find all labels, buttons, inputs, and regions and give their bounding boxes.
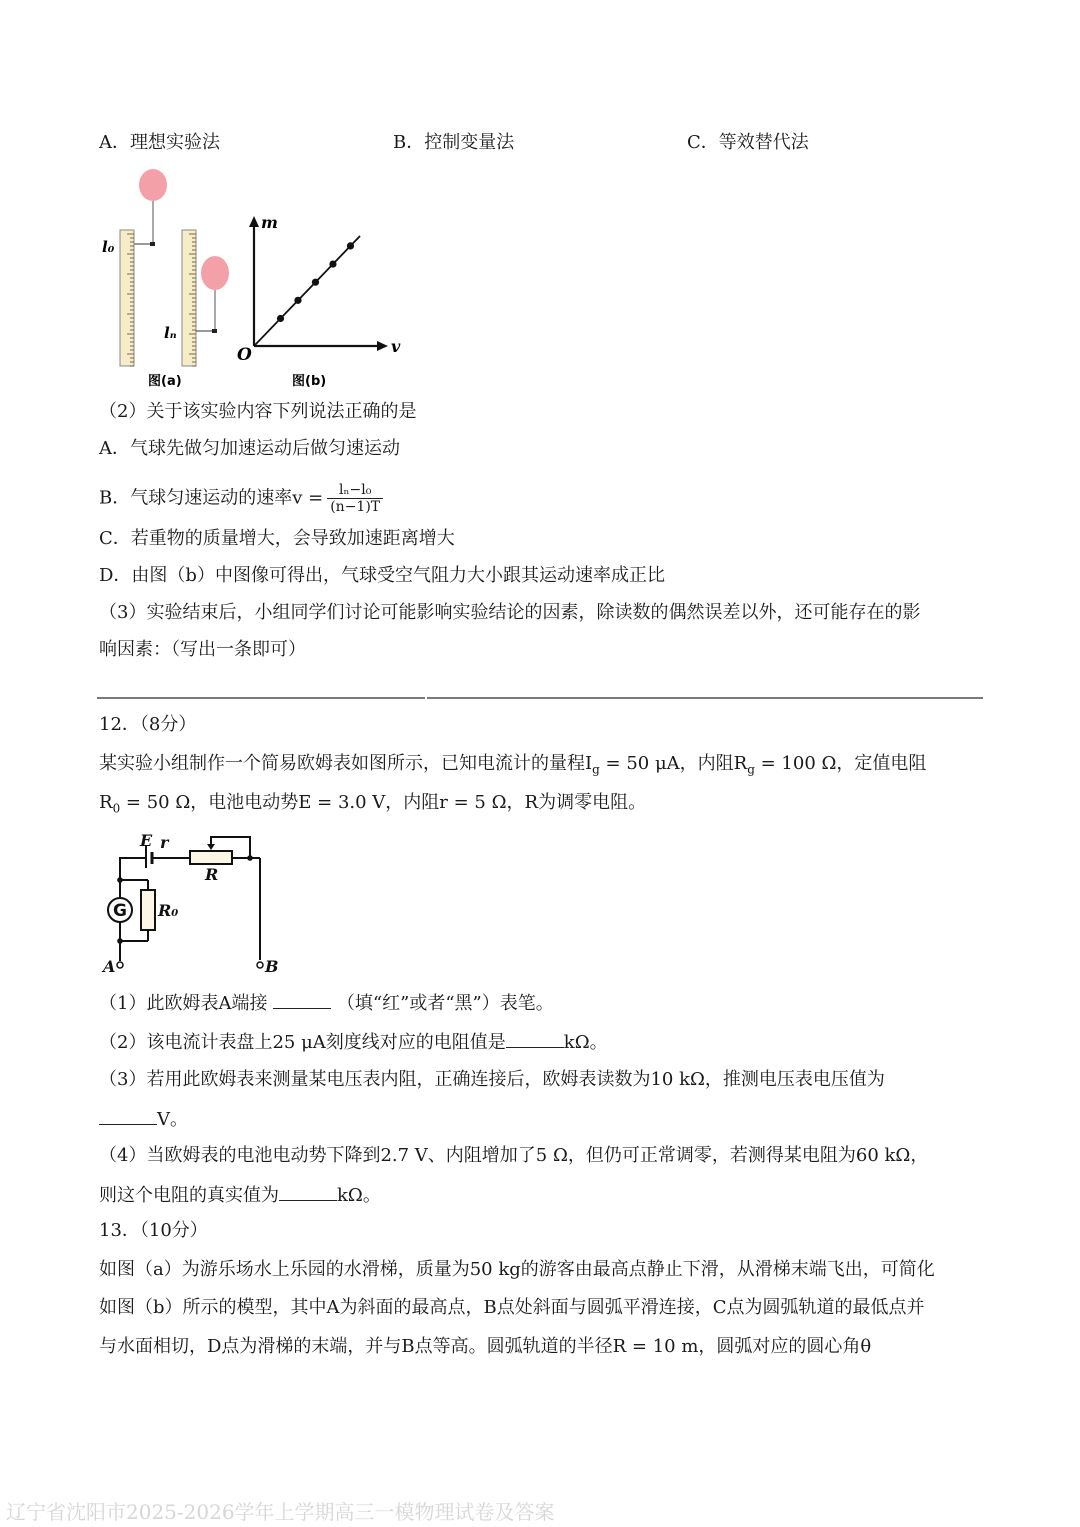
q11-part2-stem: （2）关于该实验内容下列说法正确的是 [99,401,417,422]
data-point [294,297,301,304]
formula-fraction [327,482,383,515]
option-letter: B． [393,132,425,153]
answer-blank[interactable] [506,1029,564,1048]
stem-text: = 50 Ω，电池电动势E = 3.0 V，内阻r = 5 Ω，R为调零电阻。 [120,792,647,813]
label-E: E [140,831,153,850]
answer-blank[interactable] [273,990,331,1009]
subscript: 0 [112,801,121,816]
data-point [347,242,354,249]
option-text: 控制变量法 [424,132,515,153]
stem-text: R [99,792,113,813]
fit-line [254,236,360,346]
q11-option-d-text: D．由图（b）中图像可得出，气球受空气阻力大小跟其运动速率成正比 [99,565,665,586]
balloon-icon [139,169,167,201]
q13-line3: 与水面相切，D点为滑梯的末端，并与B点等高。圆弧轨道的半径R = 10 m，圆弧对应的圆心角θ [99,1336,872,1357]
option-text: 理想实验法 [130,132,220,153]
caption-a: 图(a) [148,374,182,389]
label-ln: lₙ [164,324,177,342]
label-l0: l₀ [102,238,115,256]
stem-text: = 100 Ω，定值电阻 [754,753,927,774]
watermark: 辽宁省沈阳市2025-2026学年上学期高三一模物理试卷及答案 [6,1500,555,1524]
part-text: （1）此欧姆表A端接 [99,993,268,1014]
q11-option-a-text: A．气球先做匀加速运动后做匀速运动 [99,438,400,459]
label-B: B [265,957,279,976]
origin-label: O [237,345,252,365]
q12-header: 12．（8分） [99,714,197,735]
junction-dot [117,877,123,883]
subscript: g [747,762,755,777]
answer-blank[interactable] [99,1106,157,1125]
subscript: g [592,762,600,777]
y-axis-arrow-icon [249,216,259,227]
q13-line2: 如图（b）所示的模型，其中A为斜面的最高点，B点处斜面与圆弧平滑连接，C点为圆弧轨道的最低点并 [99,1297,925,1318]
y-axis-label: m [261,213,278,232]
fraction-numerator: lₙ−l₀ [327,482,383,499]
weight-icon [212,329,217,333]
terminal-A[interactable] [117,962,123,968]
part-text: （2）该电流计表盘上25 μA刻度线对应的电阻值是 [99,1032,506,1053]
ohmmeter-circuit [98,824,288,982]
data-point [312,279,319,286]
q11-option-b [393,131,514,155]
q11-figure [100,160,420,392]
junction-dot [117,938,123,944]
option-letter: A． [99,132,130,153]
q12-part4-line1: （4）当欧姆表的电池电动势下降到2.7 V、内阻增加了5 Ω，但仍可正常调零，若测得某电阻为60 kΩ， [99,1145,929,1166]
figure-a [102,169,229,389]
q12-part4-line2 [99,1182,381,1208]
option-letter: C． [687,132,719,153]
label-R: R [205,865,219,884]
option-b-text: B．气球匀速运动的速率 [99,487,293,509]
weight-icon [150,242,155,246]
part-text: （填“红”或者“黑”）表笔。 [336,993,554,1014]
label-R0: R₀ [158,901,179,920]
q11-part3-line1: （3）实验结束后，小组同学们讨论可能影响实验结论的因素，除读数的偶然误差以外，还可能存在的影 [99,602,921,623]
caption-b: 图(b) [292,374,327,389]
q11-option-a [99,131,220,155]
part-text: 则这个电阻的真实值为 [99,1185,279,1206]
q12-stem-line1 [99,752,926,782]
q13-header: 13．（10分） [99,1220,208,1241]
q11-option-c-text: C．若重物的质量增大，会导致加速距离增大 [99,528,455,549]
stem-text: = 50 μA，内阻R [599,753,748,774]
fraction-denominator: (n−1)T [330,499,381,515]
part-text: kΩ。 [337,1185,381,1206]
slider-arrow-icon [207,844,215,850]
q12-part3-line1: （3）若用此欧姆表来测量某电压表内阻，正确连接后，欧姆表读数为10 kΩ，推测电压表电压值为 [99,1069,885,1090]
q12-part2 [99,1029,608,1055]
data-point [329,260,336,267]
rheostat-R [190,851,232,864]
terminal-B[interactable] [257,962,263,968]
q11-part3-line2: 响因素：（写出一条即可） [99,639,306,660]
q12-part3-line2 [99,1106,188,1132]
label-G: G [113,901,127,921]
resistor-R0 [141,890,155,930]
option-text: 等效替代法 [718,132,809,153]
x-axis-arrow-icon [377,341,388,351]
figure-b [237,213,401,389]
label-A: A [103,957,116,976]
q12-part1 [99,990,554,1016]
q11-option-b-text [99,482,383,515]
part-text: kΩ。 [563,1032,608,1053]
q12-stem-line2 [99,791,646,821]
balloon-icon [201,256,229,290]
answer-line[interactable] [97,697,983,699]
answer-line-gap [425,697,427,699]
data-point [277,315,284,322]
stem-text: 某实验小组制作一个简易欧姆表如图所示，已知电流计的量程I [99,753,593,774]
part-text: V。 [157,1109,188,1130]
label-r: r [160,833,169,852]
q13-line1: 如图（a）为游乐场水上乐园的水滑梯，质量为50 kg的游客由最高点静止下滑，从滑梯末端飞出，可简化 [99,1259,935,1280]
junction-dot [247,855,253,861]
answer-blank[interactable] [279,1182,337,1201]
q11-option-c [687,131,809,155]
formula-lhs: v = [292,487,324,509]
x-axis-label: v [391,337,401,356]
